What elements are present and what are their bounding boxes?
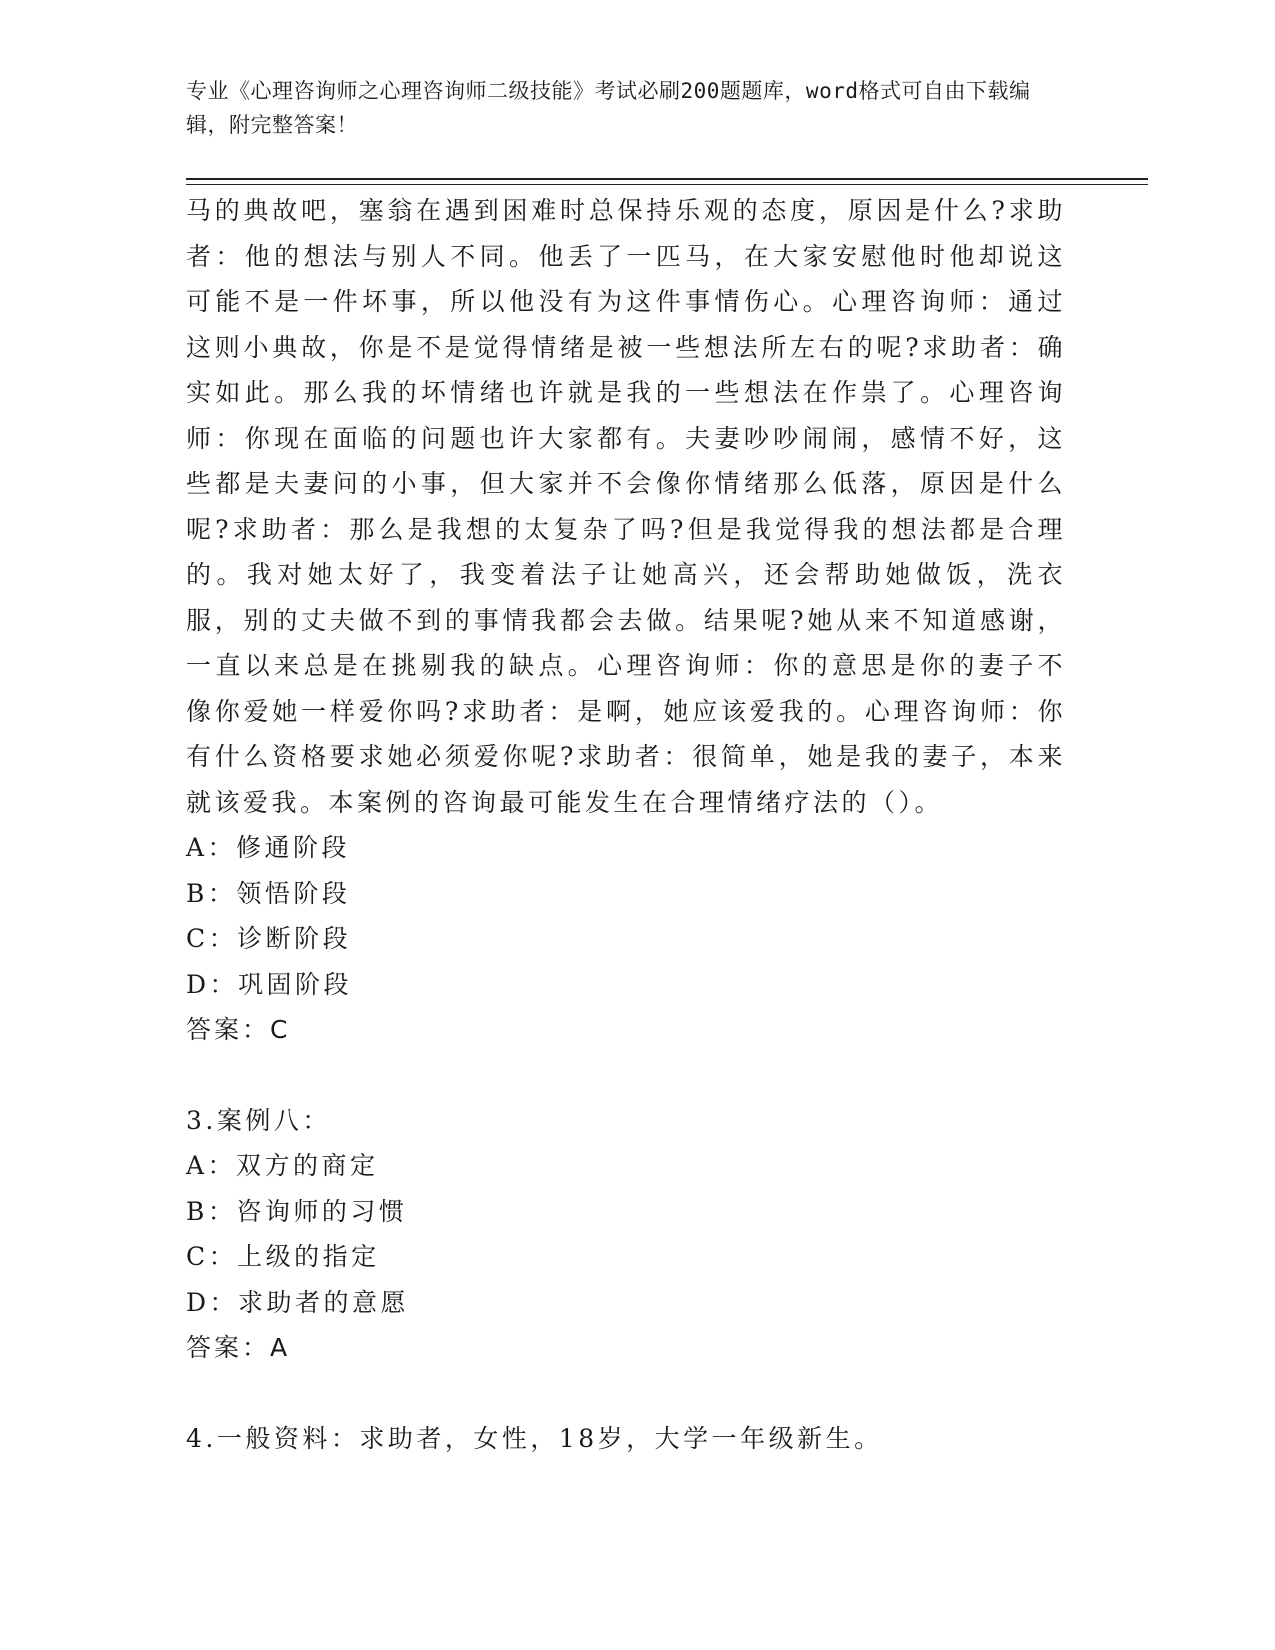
question-2-stem: 马的典故吧，塞翁在遇到困难时总保持乐观的态度，原因是什么?求助者：他的想法与别人不同。他丢了一匹马，在大家安慰他时他却说这可能不是一件坏事，所以他没有为这件事情伤心。心理咨询师：通过这则小典故，你是不是觉得情绪是被一些想法所左右的呢?求助者：确实如此。那么我的坏情绪也许就是我的一些想法在作祟了。心理咨询师：你现在面临的问题也许大家都有。夫妻吵吵闹闹，感情不好，这些都是夫妻问的小事，但大家并不会像你情绪那么低落，原因是什么呢?求助者：那么是我想的太复杂了吗?但是我觉得我的想法都是合理的。我对她太好了，我变着法子让她高兴，还会帮助她做饭，洗衣服，别的丈夫做不到的事情我都会去做。结果呢?她从来不知道感谢，一直以来总是在挑剔我的缺点。心理咨询师：你的意思是你的妻子不像你爱她一样爱你吗?求助者：是啊，她应该爱我的。心理咨询师：你有什么资格要求她必须爱你呢?求助者：很简单，她是我的妻子，本来就该爱我。本案例的咨询最可能发生在合理情绪疗法的（）。 bbox=[186, 196, 1066, 817]
document-header: 专业《心理咨询师之心理咨询师二级技能》考试必刷200题题库，word格式可自由下载编辑，附完整答案！ bbox=[186, 79, 1031, 137]
spacer bbox=[186, 1053, 1066, 1098]
question-3-title: 3.案例八： bbox=[186, 1105, 331, 1135]
question-2-answer: 答案：C bbox=[186, 1015, 291, 1044]
question-3-option-a: A：双方的商定 bbox=[186, 1151, 379, 1180]
question-3-option-c: C：上级的指定 bbox=[186, 1242, 380, 1271]
spacer bbox=[186, 1371, 1066, 1416]
header-divider-thin bbox=[186, 184, 1148, 185]
question-3-option-d: D：求助者的意愿 bbox=[186, 1287, 410, 1317]
question-2-option-a: A：修通阶段 bbox=[186, 833, 351, 862]
question-3-option-b: B：咨询师的习惯 bbox=[186, 1196, 408, 1226]
question-4-title: 4.一般资料：求助者，女性，18岁，大学一年级新生。 bbox=[186, 1423, 883, 1453]
question-2-option-c: C：诊断阶段 bbox=[186, 924, 352, 953]
document-body bbox=[186, 188, 1066, 1461]
question-3-answer: 答案：A bbox=[186, 1333, 291, 1362]
question-2-option-b: B：领悟阶段 bbox=[186, 878, 351, 908]
header-divider-thick bbox=[186, 178, 1148, 180]
question-2-option-d: D：巩固阶段 bbox=[186, 969, 353, 999]
